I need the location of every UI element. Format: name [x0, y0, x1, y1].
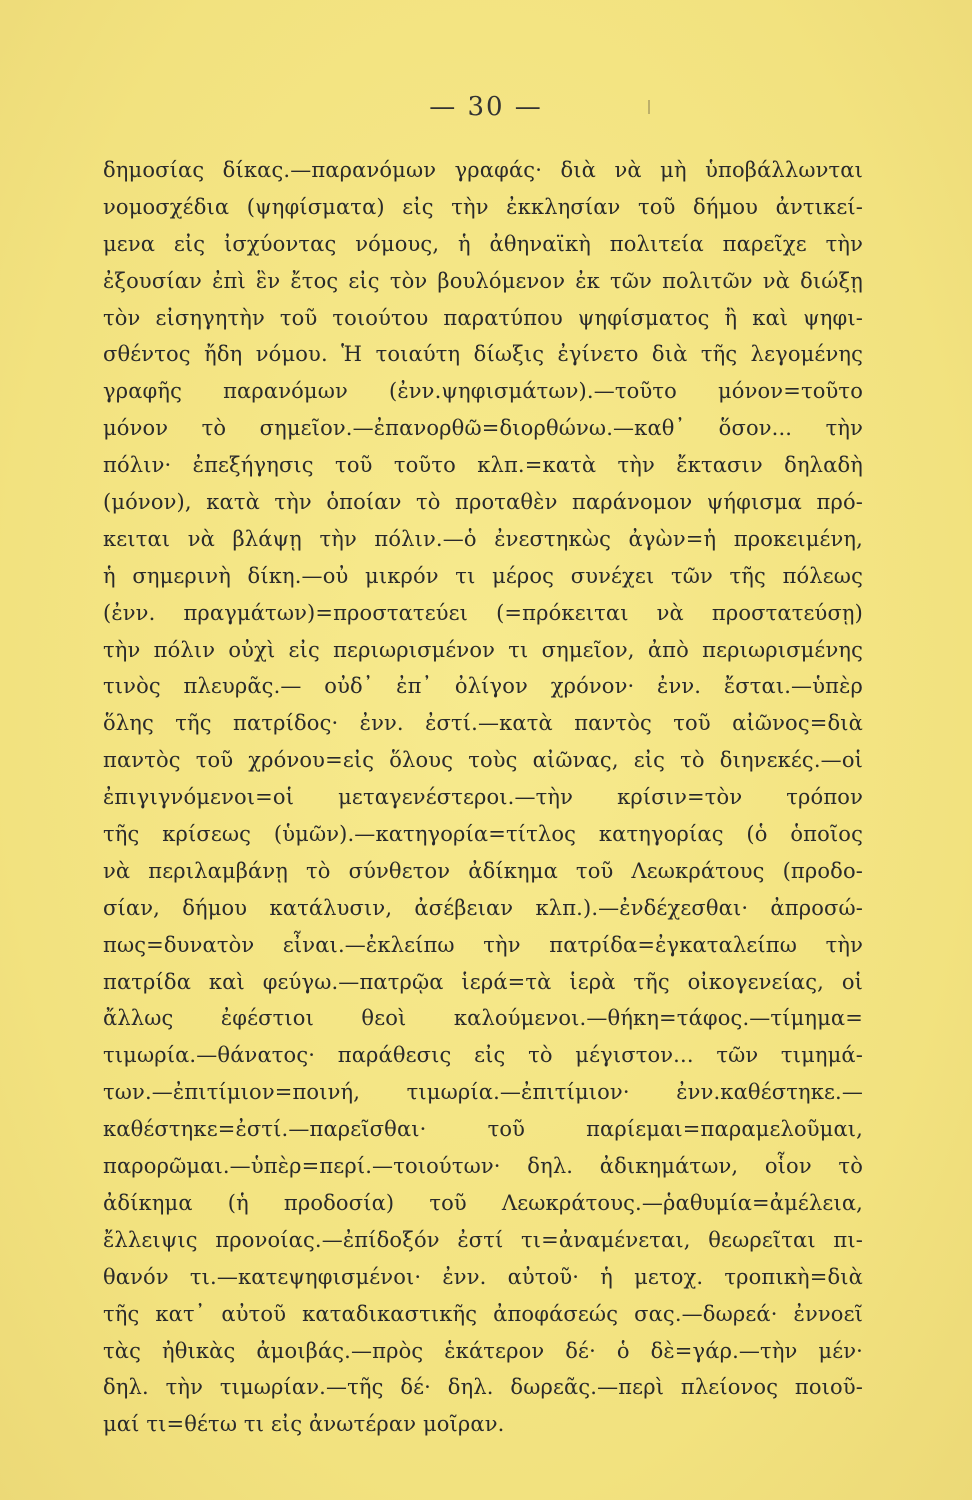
text-line: τὴν πόλιν οὐχὶ εἰς περιωρισμένον τι σημεῖον, ἀπὸ περιωρισμένης	[103, 637, 863, 662]
text-line: ἔλλειψις προνοίας.—ἐπίδοξόν ἐστί τι=ἀναμένεται, θεωρεῖται πι-	[103, 1227, 863, 1252]
text-line: παρορῶμαι.—ὑπὲρ=περί.—τοιούτων· δηλ. ἀδικημάτων, οἷον τὸ	[103, 1154, 863, 1179]
text-line: μενα εἰς ἰσχύοντας νόμους, ἡ ἀθηναϊκὴ πολιτεία παρεῖχε τὴν	[103, 231, 863, 256]
text-line: των.—ἐπιτίμιον=ποινή, τιμωρία.—ἐπιτίμιον· ἐνν.καθέστηκε.—	[103, 1080, 863, 1105]
text-line: πατρίδα καὶ φεύγω.—πατρῷα ἱερά=τὰ ἱερὰ τῆς οἰκογενείας, οἱ	[103, 969, 863, 994]
text-line: τῆς κατ᾿ αὐτοῦ καταδικαστικῆς ἀποφάσεώς σας.—δωρεά· ἐννοεῖ	[103, 1301, 863, 1326]
text-line: σίαν, δήμου κατάλυσιν, ἀσέβειαν κλπ.).—ἐνδέχεσθαι· ἀπροσώ-	[103, 895, 863, 920]
text-line: θανόν τι.—κατεψηφισμένοι· ἐνν. αὐτοῦ· ἡ μετοχ. τροπικὴ=διὰ	[103, 1264, 863, 1289]
text-line: πόλιν· ἐπεξήγησις τοῦ τοῦτο κλπ.=κατὰ τὴν ἔκτασιν δηλαδὴ	[103, 453, 863, 478]
text-line: κειται νὰ βλάψῃ τὴν πόλιν.—ὁ ἐνεστηκὼς ἀγὼν=ἡ προκειμένη,	[103, 526, 863, 551]
text-line: τὰς ἠθικὰς ἀμοιβάς.—πρὸς ἑκάτερον δέ· ὁ δὲ=γάρ.—τὴν μέν·	[103, 1338, 863, 1363]
text-line: μόνον τὸ σημεῖον.—ἐπανορθῶ=διορθώνω.—καθ᾿ ὅσον... τὴν	[103, 416, 863, 441]
text-line: γραφῆς παρανόμων (ἐνν.ψηφισμάτων).—τοῦτο μόνον=τοῦτο	[103, 379, 863, 404]
text-line: ἡ σημερινὴ δίκη.—οὐ μικρόν τι μέρος συνέχει τῶν τῆς πόλεως	[103, 563, 863, 588]
text-line: νὰ περιλαμβάνῃ τὸ σύνθετον ἀδίκημα τοῦ Λεωκράτους (προδο-	[103, 858, 863, 883]
text-line: (ἐνν. πραγμάτων)=προστατεύει (=πρόκειται νὰ προστατεύσῃ)	[103, 600, 863, 625]
text-line: νομοσχέδια (ψηφίσματα) εἰς τὴν ἐκκλησίαν τοῦ δήμου ἀντικεί-	[103, 194, 863, 219]
text-line: ἄλλως ἐφέστιοι θεοὶ καλούμενοι.—θήκη=τάφος.—τίμημα=	[103, 1006, 863, 1031]
text-line: ἐπιγιγνόμενοι=οἱ μεταγενέστεροι.—τὴν κρίσιν=τὸν τρόπον	[103, 785, 863, 810]
text-line: ἐξουσίαν ἐπὶ ἓν ἔτος εἰς τὸν βουλόμενον ἐκ τῶν πολιτῶν νὰ διώξῃ	[103, 268, 863, 293]
text-line: ὅλης τῆς πατρίδος· ἐνν. ἐστί.—κατὰ παντὸς τοῦ αἰῶνος=διὰ	[103, 711, 863, 736]
text-line: τὸν εἰσηγητὴν τοῦ τοιούτου παρατύπου ψηφίσματος ἢ καὶ ψηφι-	[103, 305, 863, 330]
text-line: τῆς κρίσεως (ὑμῶν).—κατηγορία=τίτλος κατηγορίας (ὁ ὁποῖος	[103, 822, 863, 847]
text-line: σθέντος ἤδη νόμου. Ἡ τοιαύτη δίωξις ἐγίνετο διὰ τῆς λεγομένης	[103, 342, 863, 367]
text-line: τινὸς πλευρᾶς.— οὐδ᾿ ἐπ᾿ ὀλίγον χρόνον· ἐνν. ἔσται.—ὑπὲρ	[103, 674, 863, 699]
text-line: (μόνον), κατὰ τὴν ὁποίαν τὸ προταθὲν παράνομον ψήφισμα πρό-	[103, 490, 863, 515]
text-line: καθέστηκε=ἐστί.—παρεῖσθαι· τοῦ παρίεμαι=παραμελοῦμαι,	[103, 1117, 863, 1142]
page-number: — 30 —	[429, 92, 543, 122]
text-line: δηλ. τὴν τιμωρίαν.—τῆς δέ· δηλ. δωρεᾶς.—περὶ πλείονος ποιοῦ-	[103, 1375, 863, 1400]
text-line: ἀδίκημα (ἡ προδοσία) τοῦ Λεωκράτους.—ῥαθυμία=ἀμέλεια,	[103, 1190, 863, 1215]
text-line: παντὸς τοῦ χρόνου=εἰς ὅλους τοὺς αἰῶνας, εἰς τὸ διηνεκές.—οἱ	[103, 748, 863, 773]
text-line: τιμωρία.—θάνατος· παράθεσις εἰς τὸ μέγιστον... τῶν τιμημά-	[103, 1043, 863, 1068]
text-line: δημοσίας δίκας.—παρανόμων γραφάς· διὰ νὰ μὴ ὑποβάλλωνται	[103, 158, 863, 182]
commentary-text	[103, 152, 863, 1443]
text-line: πως=δυνατὸν εἶναι.—ἐκλείπω τὴν πατρίδα=ἐγκαταλείπω τὴν	[103, 932, 863, 957]
text-line: μαί τι=θέτω τι εἰς ἀνωτέραν μοῖραν.	[103, 1412, 505, 1437]
